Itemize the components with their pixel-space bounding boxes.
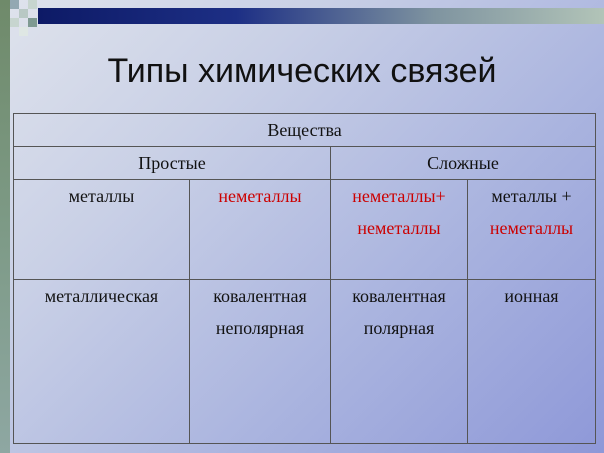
- cell-nonmetal-pair: [331, 180, 468, 280]
- decor-square-5: [28, 18, 37, 27]
- cell-nonmetals: [190, 180, 331, 280]
- ionic-bond-label: ионная: [504, 286, 559, 306]
- metals-label: металлы: [68, 186, 135, 206]
- bond-types-table: [13, 113, 596, 444]
- covalent-nonpolar-line1: ковалентная: [213, 286, 307, 306]
- slide-title: Типы химических связей: [107, 52, 497, 90]
- cell-covalent-polar: [331, 280, 468, 444]
- nonmetal-pair-line1: неметаллы+: [352, 186, 446, 206]
- cell-ionic-bond: [468, 280, 596, 444]
- decor-square-6: [19, 27, 28, 36]
- covalent-polar-line2: полярная: [363, 318, 435, 338]
- decor-square-3: [28, 0, 37, 9]
- top-decor-bar: [38, 8, 604, 24]
- table-header-substances: Вещества: [14, 114, 596, 147]
- metal-nonmetal-line1: металлы +: [491, 186, 572, 206]
- cell-metals: [14, 180, 190, 280]
- decor-square-2: [19, 9, 28, 18]
- covalent-nonpolar-line2: неполярная: [215, 318, 305, 338]
- metallic-bond-label: металлическая: [44, 286, 159, 306]
- nonmetals-label: неметаллы: [218, 186, 302, 206]
- metal-nonmetal-line2: неметаллы: [489, 218, 574, 238]
- cell-metallic-bond: [14, 280, 190, 444]
- cell-covalent-nonpolar: [190, 280, 331, 444]
- decor-square-4: [10, 18, 19, 27]
- covalent-polar-line1: ковалентная: [352, 286, 446, 306]
- decor-square-1: [10, 0, 19, 9]
- cell-metal-nonmetal: [468, 180, 596, 280]
- nonmetal-pair-line2: неметаллы: [357, 218, 441, 238]
- group-simple: Простые: [14, 147, 331, 180]
- group-complex: Сложные: [331, 147, 596, 180]
